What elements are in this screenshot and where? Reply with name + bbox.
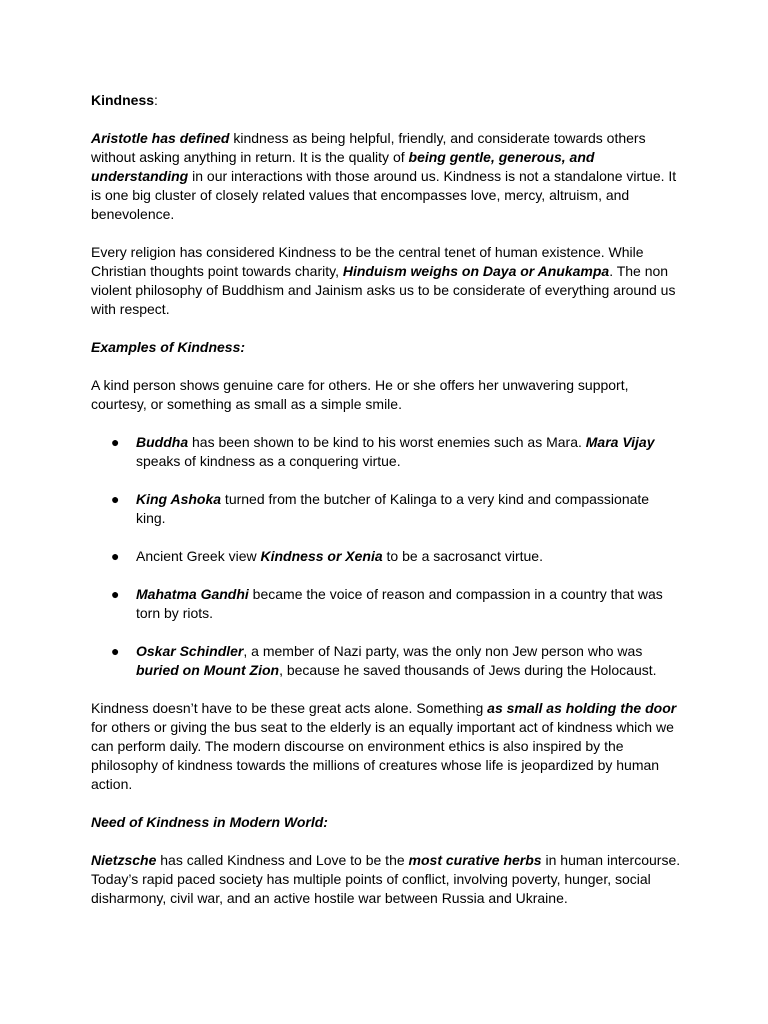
body-text: in human intercourse. Today’s rapid paced society has multiple points of conflict, involving poverty, hunger, social disharmony, civil war, and an active hostile war between Russia and Ukraine.: [91, 852, 681, 906]
paragraph-nietzsche: [91, 851, 681, 908]
heading-need-text: Need of Kindness in Modern World:: [91, 814, 328, 830]
heading-examples: [91, 338, 681, 357]
emphasis-text: Aristotle has defined: [91, 130, 230, 146]
emphasis-text: most curative herbs: [408, 852, 542, 868]
body-text: became the voice of reason and compassion in a country that was torn by riots.: [136, 586, 663, 621]
list-item-text: [136, 643, 657, 678]
list-item-text: [136, 491, 649, 526]
list-item-text: [136, 548, 543, 564]
document-title: [91, 91, 681, 110]
list-item: [91, 547, 681, 566]
heading-examples-text: Examples of Kindness:: [91, 339, 246, 355]
bullet-icon: ●: [111, 491, 120, 507]
body-text: has been shown to be kind to his worst enemies such as Mara.: [188, 434, 586, 450]
list-item: [91, 642, 681, 680]
emphasis-text: Hinduism weighs on Daya or Anukampa: [342, 263, 610, 279]
body-text: . The non violent philosophy of Buddhism and Jainism asks us to be considerate of everything around us with respect.: [91, 263, 676, 317]
title-colon: :: [154, 92, 158, 108]
list-item: [91, 490, 681, 528]
body-text: to be a sacrosanct virtue.: [382, 548, 543, 564]
body-text: Ancient Greek view: [136, 548, 261, 564]
body-text: kindness as being helpful, friendly, and considerate towards others without asking anything in return. It is the quality of: [91, 130, 646, 165]
emphasis-text: Nietzsche: [91, 852, 157, 868]
body-text: for others or giving the bus seat to the elderly is an equally important act of kindness which we can perform daily. The modern discourse on environment ethics is also inspired by the philosophy of kindness towards the millions of creatures whose life is jeopardized by human action.: [91, 719, 674, 792]
emphasis-text: Mara Vijay: [585, 434, 655, 450]
bullet-icon: ●: [111, 643, 120, 659]
body-text: , a member of Nazi party, was the only non Jew person who was: [243, 643, 643, 659]
list-item: [91, 585, 681, 623]
title-text: Kindness: [91, 92, 155, 108]
body-text: in our interactions with those around us. Kindness is not a standalone virtue. It is one big cluster of closely related values that encompasses love, mercy, altruism, and benevolence.: [91, 168, 677, 222]
paragraph-aristotle-definition: [91, 129, 681, 224]
emphasis-text: as small as holding the door: [487, 700, 677, 716]
body-text: speaks of kindness as a conquering virtue.: [136, 453, 401, 469]
emphasis-text: Oskar Schindler: [136, 643, 244, 659]
examples-list: [91, 433, 681, 680]
heading-need: [91, 813, 681, 832]
body-text: Kindness doesn’t have to be these great acts alone. Something: [91, 700, 488, 716]
list-item-text: [136, 586, 663, 621]
body-text: turned from the butcher of Kalinga to a very kind and compassionate king.: [136, 491, 650, 526]
paragraph-religion: [91, 243, 681, 319]
emphasis-text: King Ashoka: [136, 491, 222, 507]
body-text: , because he saved thousands of Jews during the Holocaust.: [279, 662, 657, 678]
emphasis-text: Buddha: [136, 434, 189, 450]
paragraph-small-acts: [91, 699, 681, 794]
body-text: A kind person shows genuine care for others. He or she offers her unwavering support, courtesy, or something as small as a simple smile.: [91, 377, 629, 412]
body-text: has called Kindness and Love to be the: [156, 852, 409, 868]
emphasis-text: being gentle, generous, and understanding: [91, 149, 595, 184]
list-item: [91, 433, 681, 471]
document-page: [91, 91, 681, 927]
list-item-text: [136, 434, 655, 469]
bullet-icon: ●: [111, 586, 120, 602]
body-text: Every religion has considered Kindness to be the central tenet of human existence. While Christian thoughts point towards charity,: [91, 244, 644, 279]
emphasis-text: Mahatma Gandhi: [136, 586, 249, 602]
bullet-icon: ●: [111, 434, 120, 450]
paragraph-kind-person: [91, 376, 681, 414]
bullet-icon: ●: [111, 548, 120, 564]
emphasis-text: Kindness or Xenia: [260, 548, 383, 564]
emphasis-text: buried on Mount Zion: [136, 662, 280, 678]
